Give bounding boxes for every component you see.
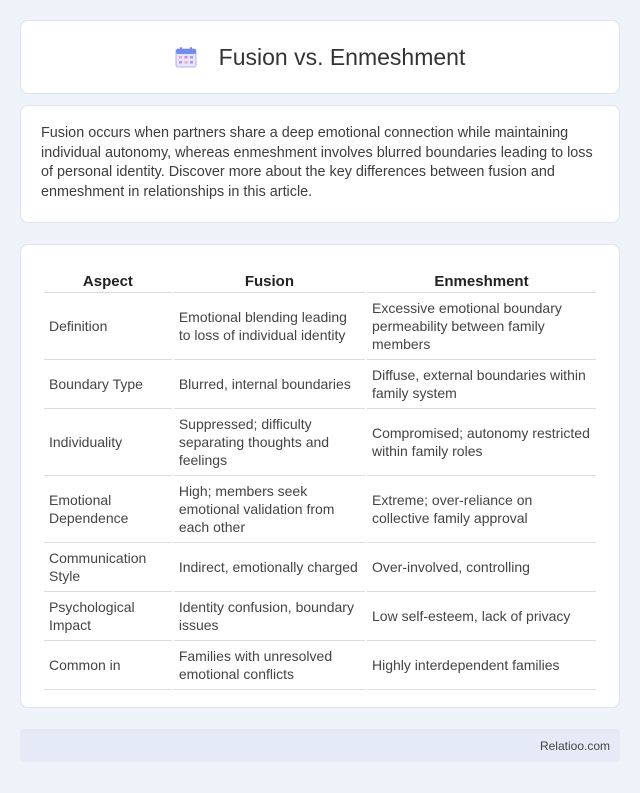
comparison-card	[20, 244, 620, 708]
row-fusion: Suppressed; difficulty separating thoughts and feelings	[174, 409, 365, 476]
row-fusion: Blurred, internal boundaries	[174, 360, 365, 409]
intro-card	[20, 105, 620, 223]
row-enmeshment: Diffuse, external boundaries within family system	[367, 360, 596, 409]
row-aspect: Communication Style	[44, 543, 172, 592]
header-card	[20, 20, 620, 94]
comparison-table	[42, 265, 598, 690]
table-row	[44, 592, 596, 641]
row-fusion: High; members seek emotional validation from each other	[174, 476, 365, 543]
footer-brand[interactable]: Relatioo.com	[539, 738, 610, 753]
row-aspect: Individuality	[44, 409, 172, 476]
row-enmeshment: Excessive emotional boundary permeability between family members	[367, 293, 596, 360]
table-row	[44, 293, 596, 360]
table-row	[44, 360, 596, 409]
row-aspect: Psychological Impact	[44, 592, 172, 641]
row-enmeshment: Extreme; over-reliance on collective family approval	[367, 476, 596, 543]
page-title: Fusion vs. Enmeshment	[218, 43, 466, 70]
row-fusion: Identity confusion, boundary issues	[174, 592, 365, 641]
column-header-enmeshment: Enmeshment	[367, 265, 596, 293]
intro-text: Fusion occurs when partners share a deep emotional connection while maintaining individual autonomy, whereas enmeshment involves blurred boundaries leading to loss of personal identity. Discover more about the key differences between fusion and enmeshment in relationships in this article.	[41, 125, 593, 200]
table-header-row	[44, 265, 596, 293]
table-row	[44, 641, 596, 690]
row-fusion: Families with unresolved emotional conflicts	[174, 641, 365, 690]
table-row	[44, 476, 596, 543]
row-enmeshment: Low self-esteem, lack of privacy	[367, 592, 596, 641]
row-enmeshment: Over-involved, controlling	[367, 543, 596, 592]
row-enmeshment: Highly interdependent families	[367, 641, 596, 690]
footer	[20, 729, 620, 762]
table-row	[44, 409, 596, 476]
row-aspect: Emotional Dependence	[44, 476, 172, 543]
column-header-aspect: Aspect	[44, 265, 172, 293]
table-row	[44, 543, 596, 592]
column-header-fusion: Fusion	[174, 265, 365, 293]
row-enmeshment: Compromised; autonomy restricted within family roles	[367, 409, 596, 476]
row-aspect: Definition	[44, 293, 172, 360]
row-aspect: Boundary Type	[44, 360, 172, 409]
row-aspect: Common in	[44, 641, 172, 690]
row-fusion: Emotional blending leading to loss of individual identity	[174, 293, 365, 360]
calendar-icon	[175, 46, 197, 68]
row-fusion: Indirect, emotionally charged	[174, 543, 365, 592]
